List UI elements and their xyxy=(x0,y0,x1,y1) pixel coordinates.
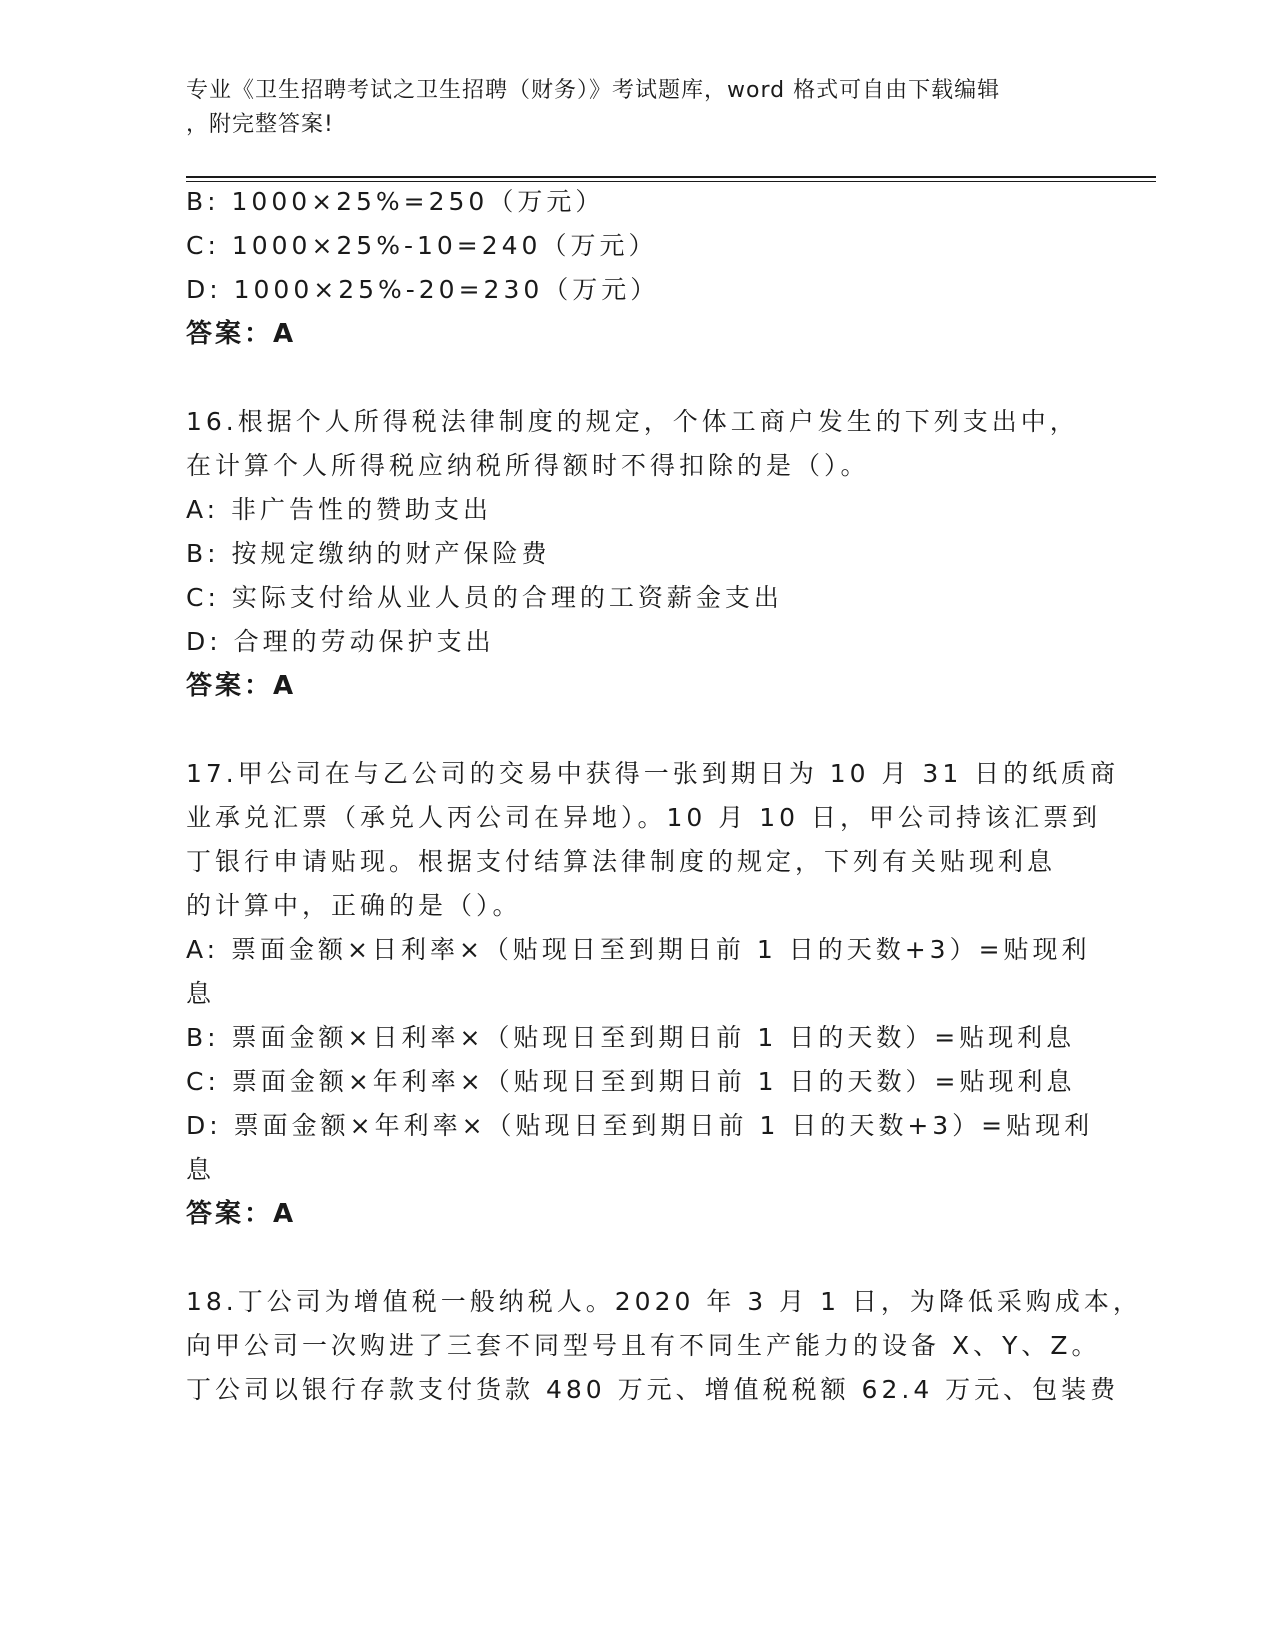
q16-answer: 答案：A xyxy=(186,671,297,701)
document-header xyxy=(186,74,1086,142)
q16-option-d: D: 合理的劳动保护支出 xyxy=(186,627,495,656)
q16-stem-line-1: 16.根据个人所得税法律制度的规定，个体工商户发生的下列支出中， xyxy=(186,407,1079,436)
q17-stem-line-2: 业承兑汇票（承兑人丙公司在异地）。10 月 10 日，甲公司持该汇票到 xyxy=(186,803,1101,832)
q17-option-a-line-1: A: 票面金额×日利率×（贴现日至到期日前 1 日的天数+3）=贴现利 xyxy=(186,935,1091,964)
q16-option-a: A: 非广告性的赞助支出 xyxy=(186,495,493,524)
q16-stem-line-2: 在计算个人所得税应纳税所得额时不得扣除的是（）。 xyxy=(186,451,870,480)
q18-stem-line-2: 向甲公司一次购进了三套不同型号且有不同生产能力的设备 X、Y、Z。 xyxy=(186,1331,1101,1360)
q17-answer: 答案：A xyxy=(186,1199,297,1229)
header-line-1: 专业《卫生招聘考试之卫生招聘（财务）》考试题库，word 格式可自由下载编辑 xyxy=(186,78,1001,103)
q17-option-c: C: 票面金额×年利率×（贴现日至到期日前 1 日的天数）=贴现利息 xyxy=(186,1067,1076,1096)
q17-option-d-line-2: 息 xyxy=(186,1155,216,1184)
q18-stem-line-1: 18.丁公司为增值税一般纳税人。2020 年 3 月 1 日，为降低采购成本， xyxy=(186,1287,1142,1316)
q17-option-b: B: 票面金额×日利率×（贴现日至到期日前 1 日的天数）=贴现利息 xyxy=(186,1023,1076,1052)
q17-stem-line-4: 的计算中，正确的是（）。 xyxy=(186,891,522,920)
q18-stem-line-3: 丁公司以银行存款支付货款 480 万元、增值税税额 62.4 万元、包装费 xyxy=(186,1375,1120,1404)
q17-option-d-line-1: D: 票面金额×年利率×（贴现日至到期日前 1 日的天数+3）=贴现利 xyxy=(186,1111,1094,1140)
q15-option-d: D: 1000×25%-20=230（万元） xyxy=(186,275,660,304)
q16-option-b: B: 按规定缴纳的财产保险费 xyxy=(186,539,551,568)
q17-stem-line-3: 丁银行申请贴现。根据支付结算法律制度的规定，下列有关贴现利息 xyxy=(186,847,1057,876)
q15-option-c: C: 1000×25%-10=240（万元） xyxy=(186,231,658,260)
header-line-2: ，附完整答案! xyxy=(186,112,334,137)
q15-answer: 答案：A xyxy=(186,319,297,349)
q17-option-a-line-2: 息 xyxy=(186,979,216,1008)
q15-option-b: B: 1000×25%=250（万元） xyxy=(186,187,605,216)
q17-stem-line-1: 17.甲公司在与乙公司的交易中获得一张到期日为 10 月 31 日的纸质商 xyxy=(186,759,1120,788)
header-divider-thick xyxy=(186,176,1156,178)
q16-option-c: C: 实际支付给从业人员的合理的工资薪金支出 xyxy=(186,583,783,612)
